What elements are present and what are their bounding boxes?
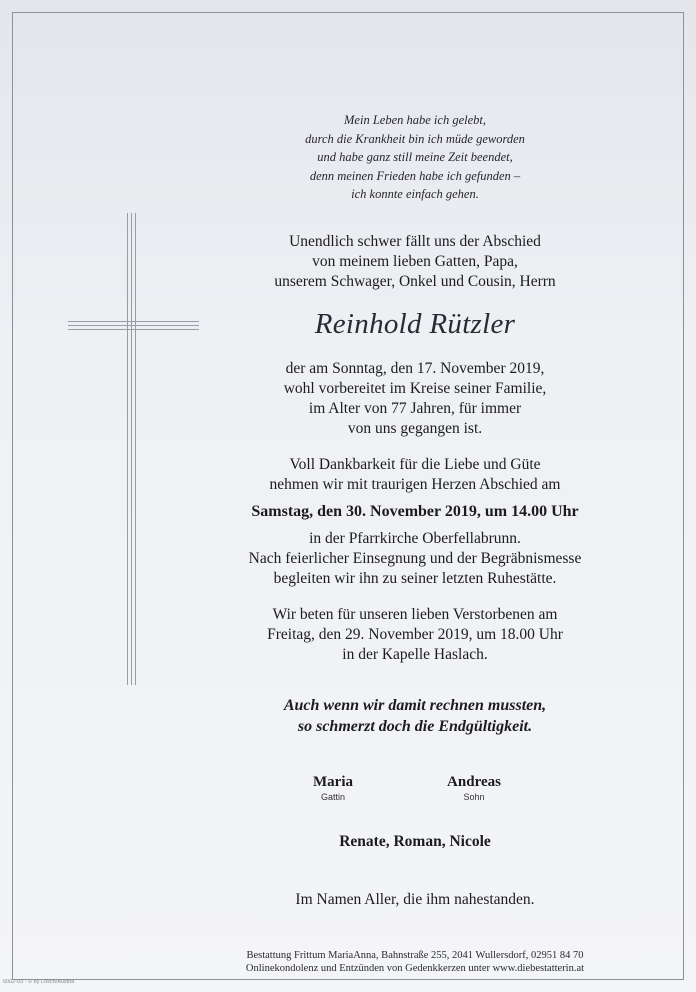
- farewell-line: in der Pfarrkirche Oberfellabrunn.: [309, 530, 521, 547]
- poem-line: durch die Krankheit bin ich müde geworden: [305, 131, 525, 146]
- farewell-line: nehmen wir mit traurigen Herzen Abschied am: [269, 476, 561, 493]
- motto: [190, 695, 640, 737]
- prayer-line: in der Kapelle Haslach.: [342, 646, 488, 663]
- farewell-line: Voll Dankbarkeit für die Liebe und Güte: [289, 456, 541, 473]
- mourner-role: Gattin: [320, 792, 345, 802]
- poem-line: ich konnte einfach gehen.: [351, 187, 479, 201]
- motto-line: so schmerzt doch die Endgültigkeit.: [297, 718, 533, 735]
- poem-line: und habe ganz still meine Zeit beendet,: [317, 150, 513, 164]
- mourner: [414, 773, 534, 803]
- mourner-role: Sohn: [463, 792, 485, 802]
- poem-line: denn meinen Frieden habe ich gefunden –: [309, 168, 521, 183]
- poem-line: Mein Leben habe ich gelebt,: [344, 113, 486, 127]
- funeral-home-footer: [190, 949, 640, 975]
- farewell-line: begleiten wir ihn zu seiner letzten Ruhestätte.: [273, 570, 557, 587]
- prayer-line: Wir beten für unseren lieben Verstorbenen am: [272, 606, 558, 623]
- mourner-name: Maria: [313, 774, 353, 790]
- grandchildren: Renate, Roman, Nicole: [339, 833, 491, 850]
- intro-line: unserem Schwager, Onkel und Cousin, Herrn: [274, 273, 556, 290]
- motto-line: Auch wenn wir damit rechnen mussten,: [283, 697, 547, 714]
- mourner: [273, 773, 393, 803]
- intro-paragraph: [190, 232, 640, 292]
- intro-line: Unendlich schwer fällt uns der Abschied: [289, 233, 541, 250]
- deceased-name: Reinhold Rützler: [314, 308, 516, 340]
- death-notice-line: von uns gegangen ist.: [347, 420, 483, 437]
- death-notice: [190, 359, 640, 439]
- poem: [190, 111, 640, 204]
- death-notice-line: wohl vorbereitet im Kreise seiner Familie,: [283, 380, 547, 397]
- death-notice-line: der am Sonntag, den 17. November 2019,: [285, 360, 545, 377]
- footer-line: Onlinekondolenz und Entzünden von Gedenkkerzen unter www.diebestatterin.at: [245, 963, 585, 974]
- closing-line: Im Namen Aller, die ihm nahestanden.: [295, 891, 535, 908]
- prayer-notice: [190, 605, 640, 665]
- funeral-date: Samstag, den 30. November 2019, um 14.00 Uhr: [251, 503, 579, 520]
- mourner-name: Andreas: [447, 774, 501, 790]
- farewell-line: Nach feierlicher Einsegnung und der Begräbnismesse: [248, 550, 582, 567]
- intro-line: von meinem lieben Gatten, Papa,: [312, 253, 518, 270]
- funeral-details: [190, 455, 640, 589]
- copyright-watermark: 6002-03 - © by Lösch/Austria: [3, 979, 75, 985]
- death-notice-line: im Alter von 77 Jahren, für immer: [308, 400, 522, 417]
- prayer-line: Freitag, den 29. November 2019, um 18.00 Uhr: [267, 626, 563, 643]
- footer-line: Bestattung Frittum MariaAnna, Bahnstraße 255, 2041 Wullersdorf, 02951 84 70: [246, 950, 584, 961]
